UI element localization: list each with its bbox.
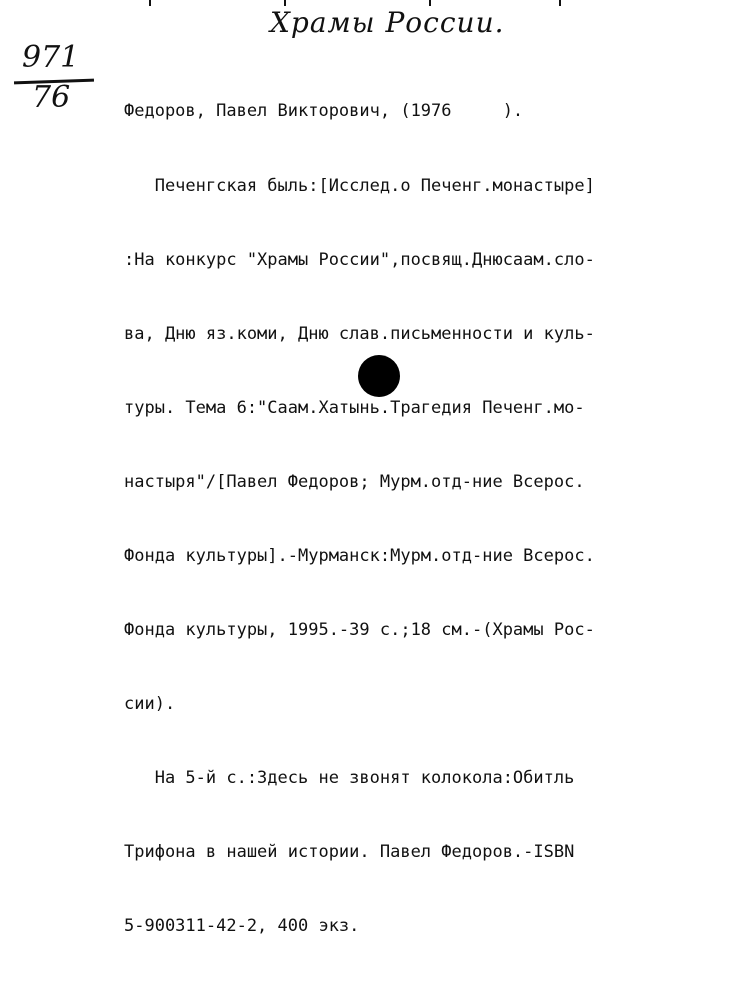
shelf-mark bbox=[14, 40, 96, 120]
card-text bbox=[124, 50, 724, 989]
card-line: Федоров, Павел Викторович, (1976 ). bbox=[124, 101, 524, 122]
card-line: сии). bbox=[124, 694, 176, 715]
punch-hole bbox=[358, 355, 400, 397]
card-line: :На конкурс "Храмы России",посвящ.Днюсаам.сло- bbox=[124, 249, 595, 270]
card-line: настыря"/[Павел Федоров; Мурм.отд-ние Всерос. bbox=[124, 471, 585, 492]
card-line: 5-900311-42-2, 400 экз. bbox=[124, 916, 360, 937]
card-line: Фонда культуры].-Мурманск:Мурм.отд-ние Всерос. bbox=[124, 545, 595, 566]
card-line: Трифона в нашей истории. Павел Федоров.-ISBN bbox=[124, 842, 575, 863]
handwritten-heading: Храмы России. bbox=[270, 6, 505, 39]
card-line: туры. Тема 6:"Саам.Хатынь.Трагедия Печенг.мо- bbox=[124, 397, 585, 418]
card-line: На 5-й с.:Здесь не звонят колокола:Обитль bbox=[124, 768, 575, 789]
card-line: Фонда культуры, 1995.-39 с.;18 см.-(Храмы Рос- bbox=[124, 620, 595, 641]
shelf-mark-bottom: 76 bbox=[32, 80, 71, 115]
card-line: ва, Дню яз.коми, Дню слав.письменности и куль- bbox=[124, 323, 595, 344]
shelf-mark-top: 971 bbox=[22, 40, 80, 75]
card-line: Печенгская быль:[Исслед.о Печенг.монастыре] bbox=[124, 175, 595, 196]
